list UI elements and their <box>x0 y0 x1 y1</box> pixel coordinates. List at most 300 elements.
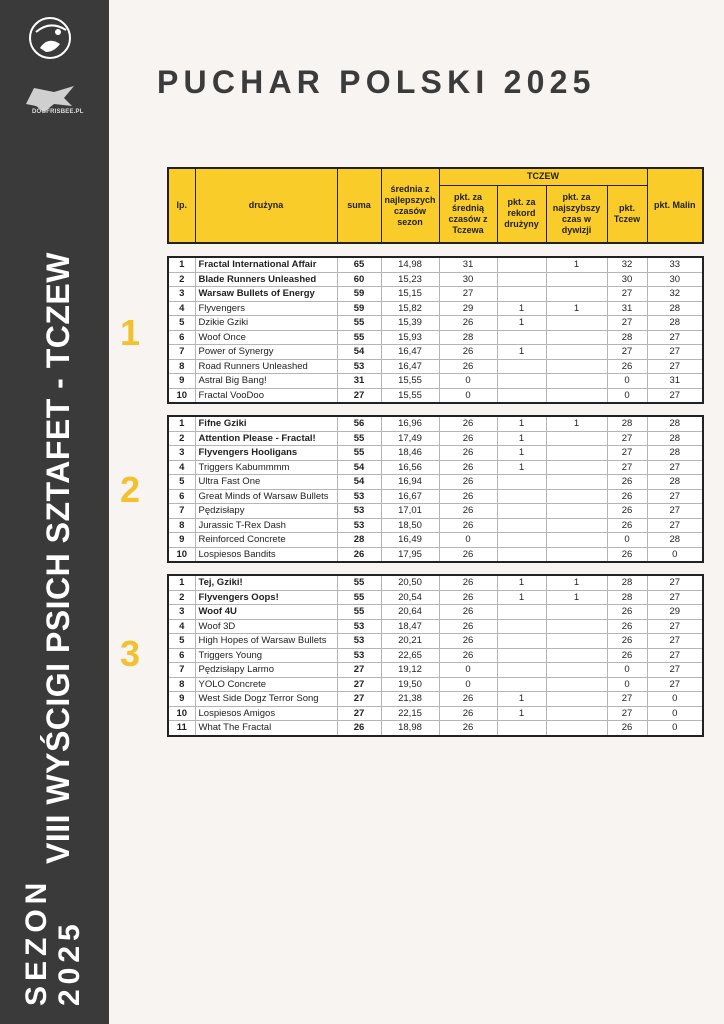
cell-pts-fastest <box>546 605 607 620</box>
cell-sum: 27 <box>337 677 381 692</box>
cell-pts-avg: 0 <box>439 374 497 389</box>
cell-lp: 6 <box>168 330 195 345</box>
cell-avg: 20,21 <box>381 634 439 649</box>
cell-pts-avg: 26 <box>439 721 497 736</box>
cell-pts-tczew: 27 <box>607 460 647 475</box>
cell-team: Attention Please - Fractal! <box>195 431 337 446</box>
table-row <box>168 677 703 692</box>
table-row <box>168 590 703 605</box>
cell-pts-fastest <box>546 706 607 721</box>
cell-pts-fastest <box>546 619 607 634</box>
cell-pts-record <box>497 648 546 663</box>
cell-team: Fifne Gziki <box>195 416 337 431</box>
table-row <box>168 359 703 374</box>
cell-sum: 27 <box>337 388 381 403</box>
cell-avg: 15,15 <box>381 287 439 302</box>
cell-pts-malin: 27 <box>647 489 703 504</box>
cell-team: Triggers Young <box>195 648 337 663</box>
table-row <box>168 575 703 590</box>
cell-pts-fastest: 1 <box>546 257 607 272</box>
cell-pts-fastest <box>546 475 607 490</box>
cell-team: Woof 4U <box>195 605 337 620</box>
cell-pts-record: 1 <box>497 692 546 707</box>
cell-avg: 20,64 <box>381 605 439 620</box>
cell-pts-tczew: 30 <box>607 272 647 287</box>
cell-pts-fastest <box>546 489 607 504</box>
cell-pts-tczew: 32 <box>607 257 647 272</box>
cell-sum: 56 <box>337 416 381 431</box>
cell-pts-avg: 0 <box>439 533 497 548</box>
frisbee-dog-logo-icon <box>26 14 74 62</box>
cell-lp: 3 <box>168 287 195 302</box>
cell-avg: 16,47 <box>381 359 439 374</box>
cell-pts-record <box>497 359 546 374</box>
cell-pts-record <box>497 272 546 287</box>
cell-lp: 6 <box>168 648 195 663</box>
cell-pts-tczew: 0 <box>607 374 647 389</box>
col-header-pts-malin: pkt. Malin <box>647 168 703 243</box>
cell-pts-malin: 27 <box>647 590 703 605</box>
cell-pts-malin: 27 <box>647 648 703 663</box>
cell-pts-avg: 26 <box>439 359 497 374</box>
cell-avg: 16,49 <box>381 533 439 548</box>
cell-pts-malin: 27 <box>647 504 703 519</box>
cell-avg: 20,50 <box>381 575 439 590</box>
cell-team: Pędzisłapy <box>195 504 337 519</box>
cell-team: Pędzisłapy Larmo <box>195 663 337 678</box>
cell-lp: 3 <box>168 605 195 620</box>
cell-pts-fastest: 1 <box>546 590 607 605</box>
cell-avg: 15,93 <box>381 330 439 345</box>
cell-avg: 15,55 <box>381 388 439 403</box>
table-row <box>168 330 703 345</box>
table-row <box>168 460 703 475</box>
cell-avg: 15,55 <box>381 374 439 389</box>
cell-team: Ultra Fast One <box>195 475 337 490</box>
cell-sum: 27 <box>337 706 381 721</box>
cell-lp: 7 <box>168 663 195 678</box>
cell-avg: 19,50 <box>381 677 439 692</box>
cell-pts-tczew: 27 <box>607 316 647 331</box>
cell-pts-tczew: 26 <box>607 547 647 562</box>
cell-sum: 53 <box>337 359 381 374</box>
cell-pts-avg: 26 <box>439 446 497 461</box>
cell-pts-fastest <box>546 316 607 331</box>
cell-pts-avg: 26 <box>439 416 497 431</box>
table-row <box>168 345 703 360</box>
cell-pts-fastest <box>546 648 607 663</box>
cell-pts-tczew: 27 <box>607 706 647 721</box>
col-header-pts-avg: pkt. za średnią czasów z Tczewa <box>439 185 497 243</box>
cell-sum: 53 <box>337 489 381 504</box>
cell-pts-malin: 27 <box>647 345 703 360</box>
cell-pts-malin: 0 <box>647 547 703 562</box>
col-header-avg: średnia z najlepszych czasów sezon <box>381 168 439 243</box>
cell-team: Fractal International Affair <box>195 257 337 272</box>
cell-avg: 18,46 <box>381 446 439 461</box>
cell-lp: 7 <box>168 504 195 519</box>
cell-pts-record <box>497 605 546 620</box>
cell-lp: 10 <box>168 388 195 403</box>
cell-pts-tczew: 26 <box>607 504 647 519</box>
cell-pts-avg: 29 <box>439 301 497 316</box>
cell-avg: 18,47 <box>381 619 439 634</box>
cell-avg: 16,56 <box>381 460 439 475</box>
cell-pts-record: 1 <box>497 301 546 316</box>
cell-pts-tczew: 26 <box>607 605 647 620</box>
cell-lp: 1 <box>168 416 195 431</box>
cell-sum: 31 <box>337 374 381 389</box>
cell-pts-avg: 26 <box>439 575 497 590</box>
cell-pts-fastest <box>546 359 607 374</box>
cell-pts-tczew: 26 <box>607 634 647 649</box>
cell-pts-avg: 26 <box>439 316 497 331</box>
cell-pts-malin: 27 <box>647 388 703 403</box>
group-table-3 <box>167 574 704 737</box>
table-row <box>168 692 703 707</box>
cell-pts-malin: 31 <box>647 374 703 389</box>
cell-pts-fastest <box>546 431 607 446</box>
cell-lp: 9 <box>168 374 195 389</box>
cell-pts-record <box>497 663 546 678</box>
cell-pts-fastest <box>546 504 607 519</box>
cell-avg: 17,01 <box>381 504 439 519</box>
cell-avg: 19,12 <box>381 663 439 678</box>
cell-lp: 5 <box>168 316 195 331</box>
cell-pts-tczew: 26 <box>607 648 647 663</box>
cell-pts-fastest: 1 <box>546 416 607 431</box>
cell-lp: 6 <box>168 489 195 504</box>
cell-pts-record <box>497 619 546 634</box>
cell-pts-malin: 27 <box>647 575 703 590</box>
cell-pts-fastest <box>546 272 607 287</box>
cell-pts-avg: 26 <box>439 547 497 562</box>
cell-pts-malin: 27 <box>647 663 703 678</box>
cell-lp: 1 <box>168 575 195 590</box>
cell-lp: 8 <box>168 518 195 533</box>
cell-pts-record <box>497 257 546 272</box>
cell-pts-fastest: 1 <box>546 301 607 316</box>
cell-pts-record: 1 <box>497 431 546 446</box>
cell-pts-record <box>497 634 546 649</box>
cell-lp: 9 <box>168 533 195 548</box>
cell-team: Lospiesos Bandits <box>195 547 337 562</box>
page-title: PUCHAR POLSKI 2025 <box>157 64 596 100</box>
cell-pts-avg: 28 <box>439 330 497 345</box>
cell-pts-tczew: 27 <box>607 446 647 461</box>
cell-team: Woof Once <box>195 330 337 345</box>
cell-pts-avg: 26 <box>439 518 497 533</box>
cell-lp: 8 <box>168 677 195 692</box>
col-header-tczew-group: TCZEW <box>439 168 647 185</box>
table-row <box>168 257 703 272</box>
cell-pts-fastest <box>546 460 607 475</box>
cell-pts-malin: 27 <box>647 677 703 692</box>
cell-pts-record: 1 <box>497 706 546 721</box>
cell-pts-tczew: 26 <box>607 489 647 504</box>
cell-pts-avg: 26 <box>439 431 497 446</box>
cell-pts-avg: 26 <box>439 345 497 360</box>
table-row <box>168 446 703 461</box>
cell-team: Warsaw Bullets of Energy <box>195 287 337 302</box>
cell-sum: 27 <box>337 663 381 678</box>
cell-team: Blade Runners Unleashed <box>195 272 337 287</box>
cell-avg: 18,50 <box>381 518 439 533</box>
cell-lp: 4 <box>168 619 195 634</box>
cell-pts-fastest <box>546 287 607 302</box>
cell-sum: 53 <box>337 504 381 519</box>
cell-pts-fastest <box>546 533 607 548</box>
cell-pts-record <box>497 518 546 533</box>
cell-team: Power of Synergy <box>195 345 337 360</box>
cell-pts-tczew: 26 <box>607 518 647 533</box>
cell-sum: 59 <box>337 301 381 316</box>
table-row <box>168 547 703 562</box>
group-number-1: 1 <box>120 312 141 353</box>
cell-pts-tczew: 0 <box>607 663 647 678</box>
table-row <box>168 489 703 504</box>
cell-pts-avg: 26 <box>439 489 497 504</box>
cell-avg: 16,94 <box>381 475 439 490</box>
cell-sum: 54 <box>337 345 381 360</box>
cell-avg: 16,47 <box>381 345 439 360</box>
cell-pts-malin: 27 <box>647 619 703 634</box>
cell-pts-record <box>497 287 546 302</box>
table-row <box>168 416 703 431</box>
cell-team: Road Runners Unleashed <box>195 359 337 374</box>
cell-pts-tczew: 27 <box>607 431 647 446</box>
cell-team: High Hopes of Warsaw Bullets <box>195 634 337 649</box>
cell-pts-malin: 33 <box>647 257 703 272</box>
cell-pts-record <box>497 330 546 345</box>
table-row <box>168 287 703 302</box>
cell-pts-tczew: 26 <box>607 359 647 374</box>
cell-lp: 2 <box>168 590 195 605</box>
event-title: VIII WYŚCIGI PSICH SZTAFET - TCZEW <box>40 252 76 864</box>
cell-pts-fastest <box>546 388 607 403</box>
cell-pts-malin: 28 <box>647 431 703 446</box>
cell-sum: 59 <box>337 287 381 302</box>
cell-team: Triggers Kabummmm <box>195 460 337 475</box>
cell-pts-malin: 29 <box>647 605 703 620</box>
table-row <box>168 533 703 548</box>
logo-text: DOGFRISBEE.PL <box>32 109 84 115</box>
cell-pts-avg: 26 <box>439 504 497 519</box>
cell-avg: 17,95 <box>381 547 439 562</box>
cell-team: Reinforced Concrete <box>195 533 337 548</box>
cell-sum: 26 <box>337 547 381 562</box>
cell-sum: 28 <box>337 533 381 548</box>
season-label: SEZON 2025 <box>20 877 86 1006</box>
cell-pts-fastest <box>546 663 607 678</box>
col-header-team: drużyna <box>195 168 337 243</box>
cell-pts-malin: 28 <box>647 475 703 490</box>
cell-avg: 16,96 <box>381 416 439 431</box>
cell-pts-record: 1 <box>497 345 546 360</box>
group-number-2: 2 <box>120 469 141 510</box>
cell-pts-tczew: 28 <box>607 416 647 431</box>
cell-pts-tczew: 27 <box>607 345 647 360</box>
table-row <box>168 619 703 634</box>
cell-pts-tczew: 0 <box>607 388 647 403</box>
cell-pts-tczew: 26 <box>607 475 647 490</box>
cell-pts-fastest <box>546 547 607 562</box>
table-row <box>168 374 703 389</box>
cell-pts-malin: 27 <box>647 460 703 475</box>
cell-sum: 53 <box>337 634 381 649</box>
cell-pts-record <box>497 547 546 562</box>
table-row <box>168 706 703 721</box>
cell-sum: 53 <box>337 648 381 663</box>
cell-team: Fractal VooDoo <box>195 388 337 403</box>
group-table-2 <box>167 415 704 563</box>
cell-pts-malin: 30 <box>647 272 703 287</box>
cell-sum: 55 <box>337 605 381 620</box>
cell-lp: 1 <box>168 257 195 272</box>
table-row <box>168 272 703 287</box>
cell-avg: 22,15 <box>381 706 439 721</box>
cell-pts-malin: 32 <box>647 287 703 302</box>
cell-pts-fastest <box>546 634 607 649</box>
cell-pts-avg: 26 <box>439 605 497 620</box>
cell-avg: 18,98 <box>381 721 439 736</box>
cell-avg: 15,23 <box>381 272 439 287</box>
cell-team: Jurassic T-Rex Dash <box>195 518 337 533</box>
cell-pts-fastest <box>546 374 607 389</box>
cell-pts-fastest: 1 <box>546 575 607 590</box>
cell-pts-malin: 27 <box>647 634 703 649</box>
cell-avg: 14,98 <box>381 257 439 272</box>
cell-pts-tczew: 0 <box>607 533 647 548</box>
cell-pts-tczew: 0 <box>607 677 647 692</box>
cell-pts-avg: 26 <box>439 692 497 707</box>
cell-pts-malin: 0 <box>647 692 703 707</box>
cell-lp: 3 <box>168 446 195 461</box>
cell-pts-tczew: 28 <box>607 590 647 605</box>
cell-sum: 27 <box>337 692 381 707</box>
cell-pts-fastest <box>546 330 607 345</box>
cell-lp: 2 <box>168 272 195 287</box>
col-header-pts-tczew: pkt. Tczew <box>607 185 647 243</box>
cell-sum: 26 <box>337 721 381 736</box>
cell-team: Great Minds of Warsaw Bullets <box>195 489 337 504</box>
cell-sum: 55 <box>337 575 381 590</box>
cell-lp: 8 <box>168 359 195 374</box>
cell-pts-record <box>497 475 546 490</box>
cell-pts-record: 1 <box>497 590 546 605</box>
cell-pts-tczew: 26 <box>607 721 647 736</box>
cell-pts-record: 1 <box>497 446 546 461</box>
cell-pts-record <box>497 677 546 692</box>
cell-team: Astral Big Bang! <box>195 374 337 389</box>
table-row <box>168 663 703 678</box>
cell-sum: 53 <box>337 619 381 634</box>
table-row <box>168 388 703 403</box>
cell-lp: 10 <box>168 547 195 562</box>
cell-pts-malin: 0 <box>647 721 703 736</box>
cell-lp: 9 <box>168 692 195 707</box>
col-header-pts-fastest: pkt. za najszybszy czas w dywizji <box>546 185 607 243</box>
cell-pts-fastest <box>546 446 607 461</box>
table-row <box>168 648 703 663</box>
cell-pts-record: 1 <box>497 416 546 431</box>
cell-pts-malin: 27 <box>647 330 703 345</box>
cell-pts-malin: 28 <box>647 316 703 331</box>
cell-avg: 20,54 <box>381 590 439 605</box>
cell-avg: 15,82 <box>381 301 439 316</box>
cell-team: Dzikie Gziki <box>195 316 337 331</box>
cell-sum: 55 <box>337 330 381 345</box>
cell-pts-record <box>497 374 546 389</box>
cell-avg: 22,65 <box>381 648 439 663</box>
table-row <box>168 721 703 736</box>
table-header <box>167 167 704 244</box>
cell-sum: 65 <box>337 257 381 272</box>
cell-pts-avg: 0 <box>439 388 497 403</box>
cell-pts-malin: 28 <box>647 533 703 548</box>
cell-pts-avg: 26 <box>439 648 497 663</box>
cell-pts-record <box>497 721 546 736</box>
cell-lp: 10 <box>168 706 195 721</box>
cell-pts-tczew: 27 <box>607 287 647 302</box>
cell-pts-tczew: 31 <box>607 301 647 316</box>
cell-pts-avg: 31 <box>439 257 497 272</box>
table-row <box>168 475 703 490</box>
cell-sum: 55 <box>337 316 381 331</box>
cell-team: Flyvengers <box>195 301 337 316</box>
cell-sum: 60 <box>337 272 381 287</box>
cell-pts-fastest <box>546 721 607 736</box>
cell-avg: 21,38 <box>381 692 439 707</box>
cell-team: Flyvengers Oops! <box>195 590 337 605</box>
cell-pts-avg: 0 <box>439 677 497 692</box>
cell-lp: 5 <box>168 475 195 490</box>
cell-sum: 53 <box>337 518 381 533</box>
cell-lp: 2 <box>168 431 195 446</box>
group-number-3: 3 <box>120 633 141 674</box>
cell-sum: 54 <box>337 475 381 490</box>
cell-team: YOLO Concrete <box>195 677 337 692</box>
cell-team: West Side Dogz Terror Song <box>195 692 337 707</box>
cell-pts-malin: 28 <box>647 416 703 431</box>
cell-sum: 54 <box>337 460 381 475</box>
cell-pts-fastest <box>546 692 607 707</box>
cell-pts-record <box>497 388 546 403</box>
cell-pts-record <box>497 489 546 504</box>
cell-lp: 4 <box>168 301 195 316</box>
cell-lp: 5 <box>168 634 195 649</box>
col-header-lp: lp. <box>168 168 195 243</box>
cell-sum: 55 <box>337 446 381 461</box>
cell-team: Flyvengers Hooligans <box>195 446 337 461</box>
cell-pts-malin: 27 <box>647 359 703 374</box>
cell-pts-malin: 28 <box>647 301 703 316</box>
cell-pts-malin: 28 <box>647 446 703 461</box>
cell-pts-malin: 0 <box>647 706 703 721</box>
table-row <box>168 431 703 446</box>
cell-avg: 16,67 <box>381 489 439 504</box>
cell-lp: 4 <box>168 460 195 475</box>
table-row <box>168 605 703 620</box>
cell-team: Tej, Gziki! <box>195 575 337 590</box>
cell-pts-tczew: 26 <box>607 619 647 634</box>
cell-pts-avg: 0 <box>439 663 497 678</box>
cell-pts-record <box>497 504 546 519</box>
sidebar <box>0 0 109 1024</box>
col-header-sum: suma <box>337 168 381 243</box>
table-row <box>168 316 703 331</box>
cell-pts-tczew: 27 <box>607 692 647 707</box>
